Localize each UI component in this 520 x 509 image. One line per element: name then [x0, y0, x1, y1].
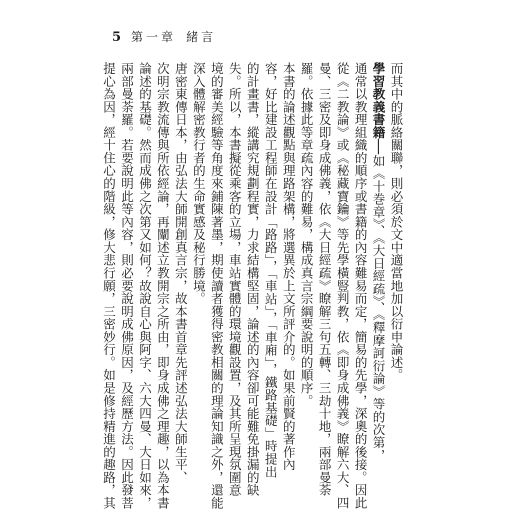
column-text: 境的審美經驗等角度來鋪陳著墨，期使讀者獲得密教相關的理論知識之外，還能 — [209, 62, 225, 509]
text-column — [155, 62, 171, 509]
column-text: 而其中的脈絡關聯，則必須於文中適當地加以衍申論述。 — [389, 62, 404, 382]
text-column — [245, 62, 261, 497]
text-column — [173, 62, 189, 484]
text-column — [192, 62, 205, 456]
section-label: 緒言 — [186, 30, 217, 44]
column-text: 唐密東傳日本，由弘法大師開創真言宗，故本書首章先評述弘法大師生平、 — [173, 62, 189, 484]
text-column — [227, 62, 243, 497]
vertical-text-body — [101, 62, 404, 509]
column-text: 失。所以，本書擬從乘客的立場，車站實體的環境觀設置，及其所呈現氛圍意 — [227, 62, 243, 497]
column-text: 提心為因，經十住心的階級，修大悲行願，三密妙行。如是修持精進的趣路，其 — [101, 62, 117, 509]
column-text: 曼、三密及即身成佛義，依《大日經疏》瞭解三句五轉、三劫十地，兩部曼荼 — [317, 62, 333, 497]
text-column — [390, 62, 403, 456]
text-column — [281, 62, 297, 471]
column-text: 深入體解密教行者的生命實感及秘行勝境。 — [191, 62, 207, 305]
column-text: 次明宗教流傳與所依經論，再闡述立教開宗之所由，即身成佛之理趣，以為本書 — [155, 62, 171, 509]
column-text: 從《二教論》或《秘藏寶鑰》等先學橫豎判教，依《即身成佛義》瞭解六大、四 — [335, 62, 351, 509]
chapter-label: 第一章 — [131, 30, 177, 44]
column-text: 容，好比建設工程師在設計「路路」，「車站」，「車廂」，鐵路基礎」時提出 — [263, 62, 279, 479]
text-column — [317, 62, 333, 497]
inline-heading: 學習教義書籍 — [371, 62, 387, 139]
text-column — [101, 62, 117, 509]
text-column — [300, 62, 313, 456]
text-column — [335, 62, 351, 509]
page-number: 5 — [112, 30, 122, 45]
column-text: 的計畫書，縱講究規劃程實，力求結構堅固，論述的內容卻可能難免掛漏的缺 — [245, 62, 261, 497]
text-column — [209, 62, 225, 509]
column-text: 通常以教理組織的順序或書籍的內容難易而定，簡易的先學，深奧的後接。因此 — [353, 62, 369, 509]
text-column — [119, 62, 135, 509]
text-column — [353, 62, 369, 509]
column-text: 本書的論述觀點與理路架構，將選異於上文所評介的。如果前賢的著作內 — [281, 62, 297, 471]
column-text: 兩部曼荼羅。若要說明此等內容，則必要說明成佛原因，及經歷方法。因此發菩 — [119, 62, 135, 509]
text-column — [137, 62, 153, 509]
column-text: 羅。依據此等章疏內容的難易，構成真言宗綱要說明的順序。 — [299, 62, 315, 408]
column-text: 論述的基礎。然而成佛之次第又如何？故說自心與阿字、六大四曼、大日如來， — [137, 62, 153, 509]
text-column — [263, 62, 279, 479]
running-header — [112, 28, 216, 45]
text-column — [371, 62, 387, 462]
column-text: ──如《十巻章》、《大日經疏》、《釋摩訶衍論》等的次第， — [371, 138, 387, 462]
